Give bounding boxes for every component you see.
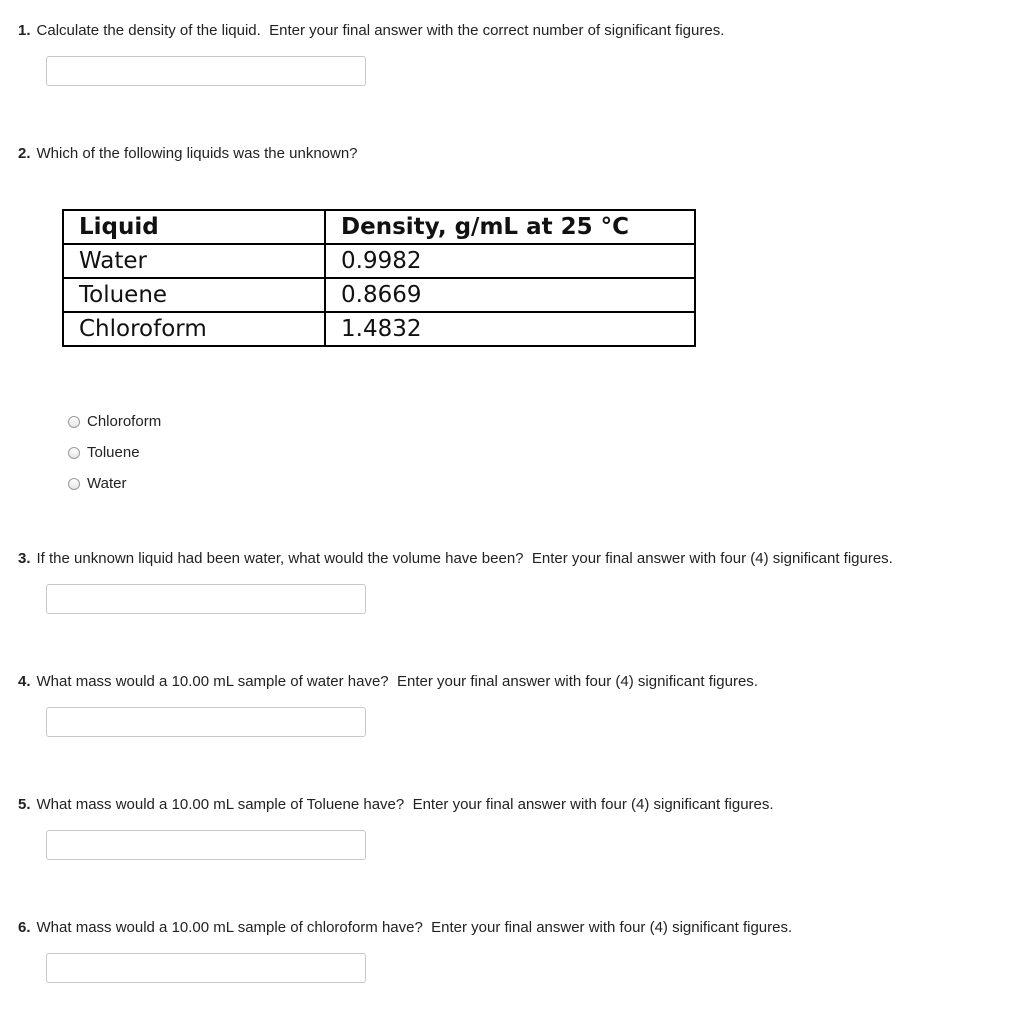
radio-label: Toluene bbox=[87, 444, 140, 461]
question-text: Calculate the density of the liquid. Enter your final answer with the correct number of significant figures. bbox=[36, 22, 725, 39]
question-text: If the unknown liquid had been water, what would the volume have been? Enter your final answer with four (4) significant figures. bbox=[36, 550, 893, 567]
density-table bbox=[62, 209, 696, 347]
table-row bbox=[63, 278, 695, 312]
answer-input-5[interactable] bbox=[46, 830, 366, 860]
question-text: What mass would a 10.00 mL sample of chloroform have? Enter your final answer with four (4) significant figures. bbox=[36, 919, 793, 936]
table-header-density: Density, g/mL at 25 °C bbox=[325, 210, 695, 244]
table-cell-density: 0.9982 bbox=[325, 244, 695, 278]
question-text: What mass would a 10.00 mL sample of water have? Enter your final answer with four (4) significant figures. bbox=[36, 673, 758, 690]
question-number: 4. bbox=[18, 673, 31, 690]
radio-option-toluene[interactable] bbox=[68, 437, 161, 468]
question-1 bbox=[18, 22, 724, 40]
question-text: What mass would a 10.00 mL sample of Toluene have? Enter your final answer with four (4) significant figures. bbox=[36, 796, 774, 813]
answer-input-4[interactable] bbox=[46, 707, 366, 737]
answer-input-3[interactable] bbox=[46, 584, 366, 614]
radio-button[interactable] bbox=[68, 416, 80, 428]
question-number: 5. bbox=[18, 796, 31, 813]
radio-button[interactable] bbox=[68, 447, 80, 459]
table-cell-liquid: Chloroform bbox=[63, 312, 325, 346]
radio-button[interactable] bbox=[68, 478, 80, 490]
table-cell-density: 1.4832 bbox=[325, 312, 695, 346]
question-number: 6. bbox=[18, 919, 31, 936]
question-4 bbox=[18, 673, 758, 691]
question-text: Which of the following liquids was the unknown? bbox=[36, 145, 358, 162]
table-header-liquid: Liquid bbox=[63, 210, 325, 244]
table-cell-density: 0.8669 bbox=[325, 278, 695, 312]
question-number: 3. bbox=[18, 550, 31, 567]
radio-option-water[interactable] bbox=[68, 468, 161, 499]
liquid-radio-group bbox=[68, 406, 161, 499]
question-5 bbox=[18, 796, 774, 814]
table-row bbox=[63, 312, 695, 346]
table-cell-liquid: Water bbox=[63, 244, 325, 278]
question-2 bbox=[18, 145, 358, 163]
table-header-row bbox=[63, 210, 695, 244]
question-number: 1. bbox=[18, 22, 31, 39]
question-3 bbox=[18, 550, 893, 568]
radio-label: Water bbox=[87, 475, 127, 492]
radio-option-chloroform[interactable] bbox=[68, 406, 161, 437]
table-cell-liquid: Toluene bbox=[63, 278, 325, 312]
table-row bbox=[63, 244, 695, 278]
question-number: 2. bbox=[18, 145, 31, 162]
answer-input-1[interactable] bbox=[46, 56, 366, 86]
answer-input-6[interactable] bbox=[46, 953, 366, 983]
radio-label: Chloroform bbox=[87, 413, 162, 430]
question-6 bbox=[18, 919, 792, 937]
